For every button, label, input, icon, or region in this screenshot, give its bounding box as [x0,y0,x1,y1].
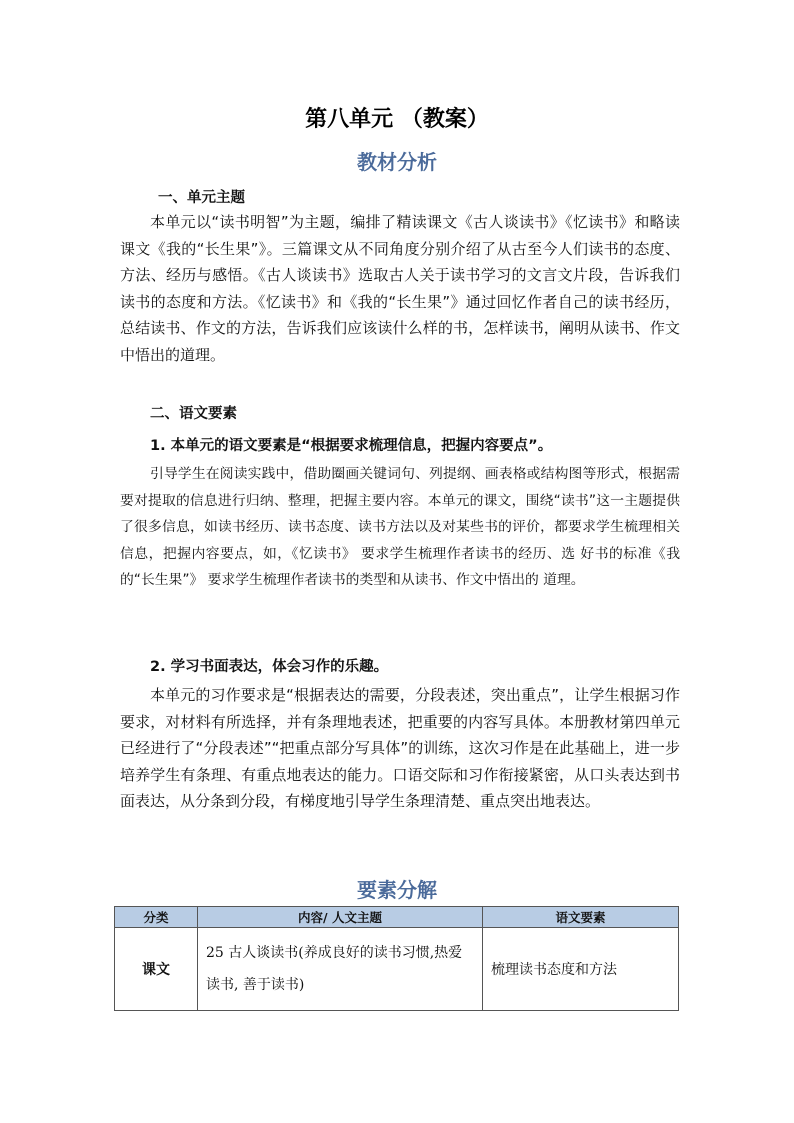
cell-element: 梳理读书态度和方法 [483,928,679,1011]
cell-content: 25 古人谈读书(养成良好的读书习惯,热爱读书, 善于读书) [198,928,483,1011]
paragraph-element-1: 引导学生在阅读实践中，借助圈画关键词句、列提纲、画表格或结构图等形式，根据需要对提取的信息进行归纳、整理，把握主要内容。本单元的课文，围绕“读书”这一主题提供了很多信息，如读书经历、读书态度、读书方法以及对某些书的评价，都要求学生梳理相关信息，把握内容要点，如，《忆读书》 要求学生梳理作者读书的经历、选 好书的标准《我的“长生果”》 要求学生梳理作者读书的类型和从读书、作文中悟出的 道理。 [120,466,680,588]
cell-category: 课文 [115,928,198,1011]
header-category: 分类 [115,907,198,928]
table-header-row [115,907,679,928]
heading-language-elements: 二、语文要素 [150,406,237,422]
subheading-element-2: 2. 学习书面表达，体会习作的乐趣。 [150,659,389,675]
section-title-breakdown: 要素分解 [357,878,437,902]
subheading-element-1: 1. 本单元的语文要素是“根据要求梳理信息，把握内容要点”。 [150,438,553,454]
header-content: 内容/ 人文主题 [198,907,483,928]
paragraph-element-2: 本单元的习作要求是“根据表达的需要，分段表述，突出重点”，让学生根据习作要求，对材料有所选择，并有条理地表述，把重要的内容写具体。本册教材第四单元已经进行了“分段表述”“把重点部分写具体”的训练，这次习作是在此基础上，进一步培养学生有条理、有重点地表达的能力。口语交际和习作衔接紧密，从口头表达到书面表达，从分条到分段，有梯度地引导学生条理清楚、重点突出地表达。 [120,686,680,810]
table-row [115,928,679,1011]
paragraph-unit-theme: 本单元以“读书明智”为主题，编排了精读课文《古人谈读书》《忆读书》和略读课文《我的“长生果”》。三篇课文从不同角度分别介绍了从古至今人们读书的态度、方法、经历与感悟。《古人谈读书》选取古人关于读书学习的文言文片段，告诉我们读书的态度和方法。《忆读书》和《我的“长生果”》通过回忆作者自己的读书经历，总结读书、作文的方法，告诉我们应该读什么样的书，怎样读书，阐明从读书、作文中悟出的道理。 [120,213,680,364]
page-title: 第八单元 （教案） [305,107,489,132]
header-element: 语文要素 [483,907,679,928]
heading-unit-theme: 一、单元主题 [158,190,245,206]
section-title-analysis: 教材分析 [357,150,437,174]
elements-table [114,906,679,1011]
